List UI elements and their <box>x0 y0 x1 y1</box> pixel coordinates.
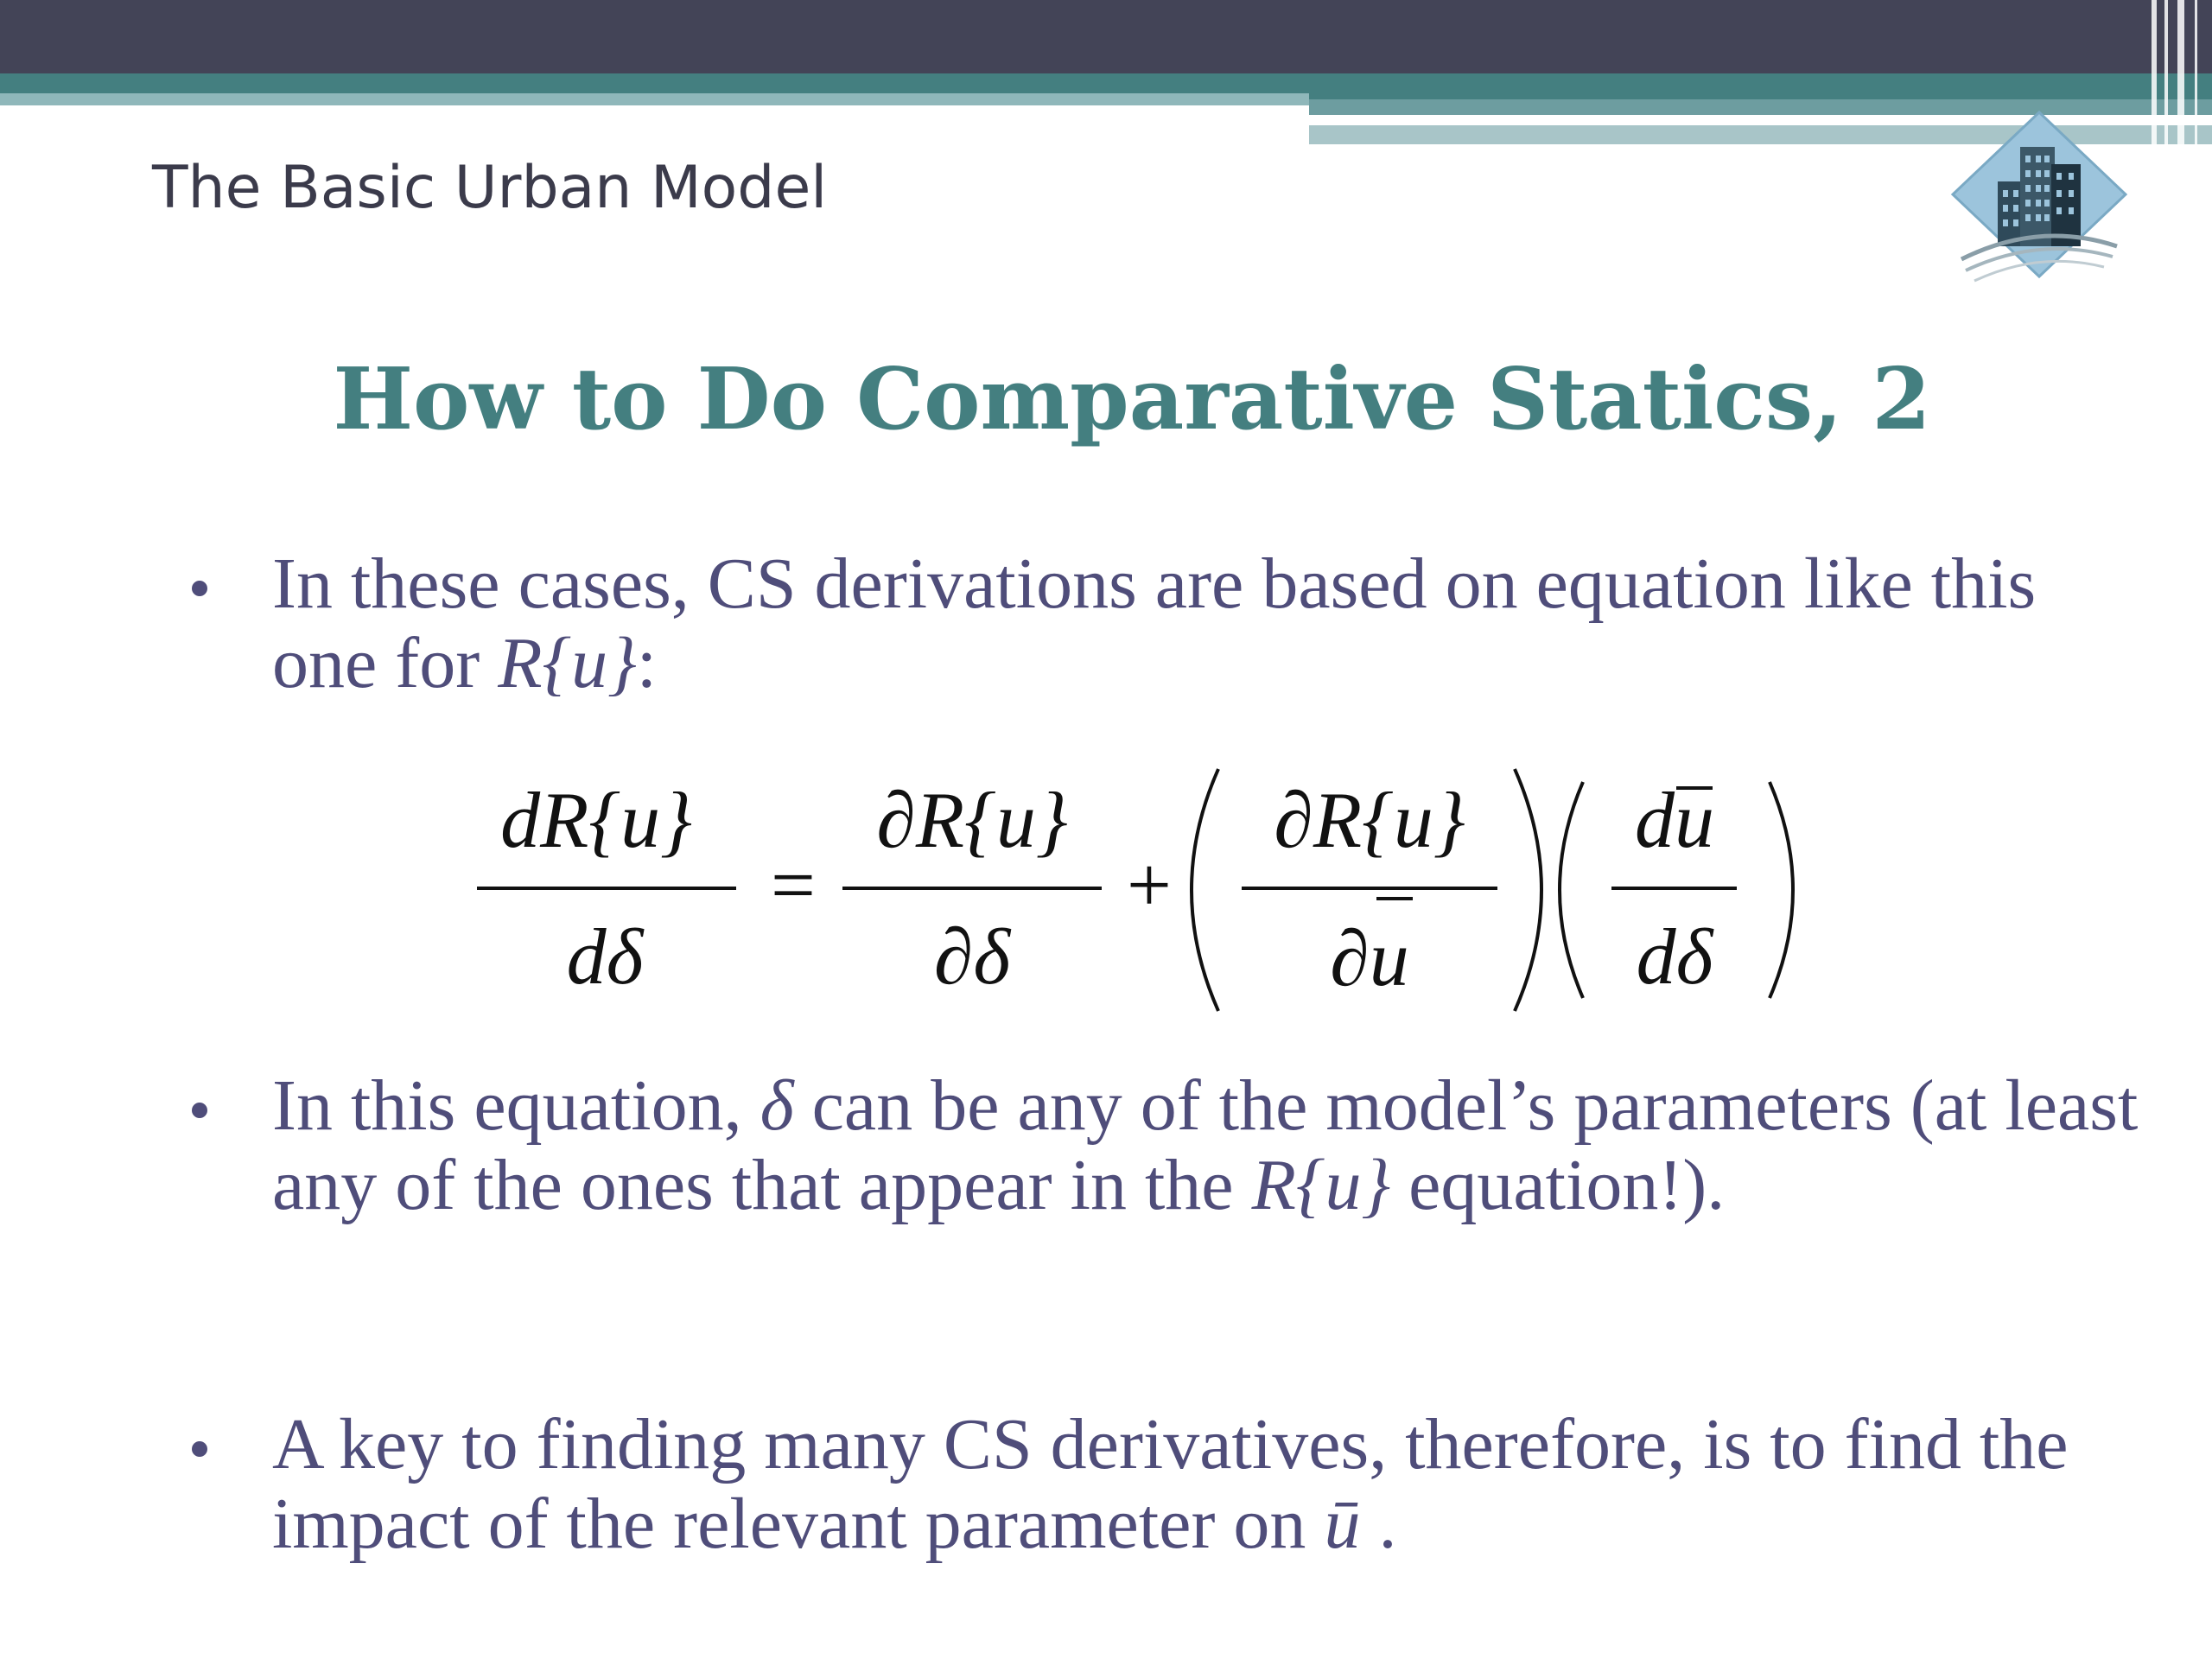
eq-term1-denominator: ∂δ <box>933 912 1011 1001</box>
bullet-1 <box>272 544 2139 703</box>
bullet-2 <box>272 1066 2139 1225</box>
bullet-marker <box>192 1103 207 1118</box>
bullet-1-text: In these cases, CS derivations are based on equation like this one for <box>272 543 2037 703</box>
bullet-marker <box>192 1441 207 1457</box>
edge-stripe <box>2152 0 2157 151</box>
bullet-1-math: R{u} <box>498 623 637 703</box>
accent-band-light <box>0 93 1309 105</box>
bullet-3-math: ū <box>1324 1484 1361 1564</box>
header-title: The Basic Urban Model <box>152 154 828 222</box>
edge-stripe <box>2195 0 2197 151</box>
eq-equals: = <box>771 841 816 929</box>
eq-term3-denominator: dδ <box>1636 912 1713 1001</box>
bullet-3-text: A key to finding many CS derivatives, therefore, is to find the impact of the relevant parameter on <box>272 1404 2069 1564</box>
edge-stripe <box>2177 0 2184 151</box>
eq-term2-numerator: ∂R{u} <box>1274 776 1465 864</box>
slide-title: How to Do Comparative Statics, 2 <box>333 350 1931 449</box>
top-bar <box>0 0 2212 73</box>
bullet-3-tail: . <box>1378 1484 1397 1564</box>
eq-lhs-denominator: dδ <box>566 912 644 1001</box>
bullet-2-lead: In this equation, <box>272 1065 742 1146</box>
eq-term1-numerator: ∂R{u} <box>876 776 1068 864</box>
bullet-marker <box>192 581 207 596</box>
bullet-2-tail: equation!). <box>1408 1145 1726 1225</box>
edge-stripe <box>2164 0 2168 151</box>
eq-term3-numerator: du <box>1635 776 1714 864</box>
bullet-1-tail: : <box>636 623 658 703</box>
eq-lhs-numerator: dR{u} <box>500 776 692 864</box>
eq-plus: + <box>1127 841 1172 929</box>
equation <box>467 752 1815 1028</box>
city-buildings-icon <box>1944 108 2134 294</box>
bullet-2-text: can be any of the model’s parameters (at least any of the ones that appear in the <box>272 1065 2139 1225</box>
bullet-2-math: δ <box>760 1065 794 1146</box>
bullet-2-math2: R{u} <box>1251 1145 1391 1225</box>
bullet-3 <box>272 1405 2139 1564</box>
eq-term2-denominator: ∂u <box>1330 914 1409 1002</box>
